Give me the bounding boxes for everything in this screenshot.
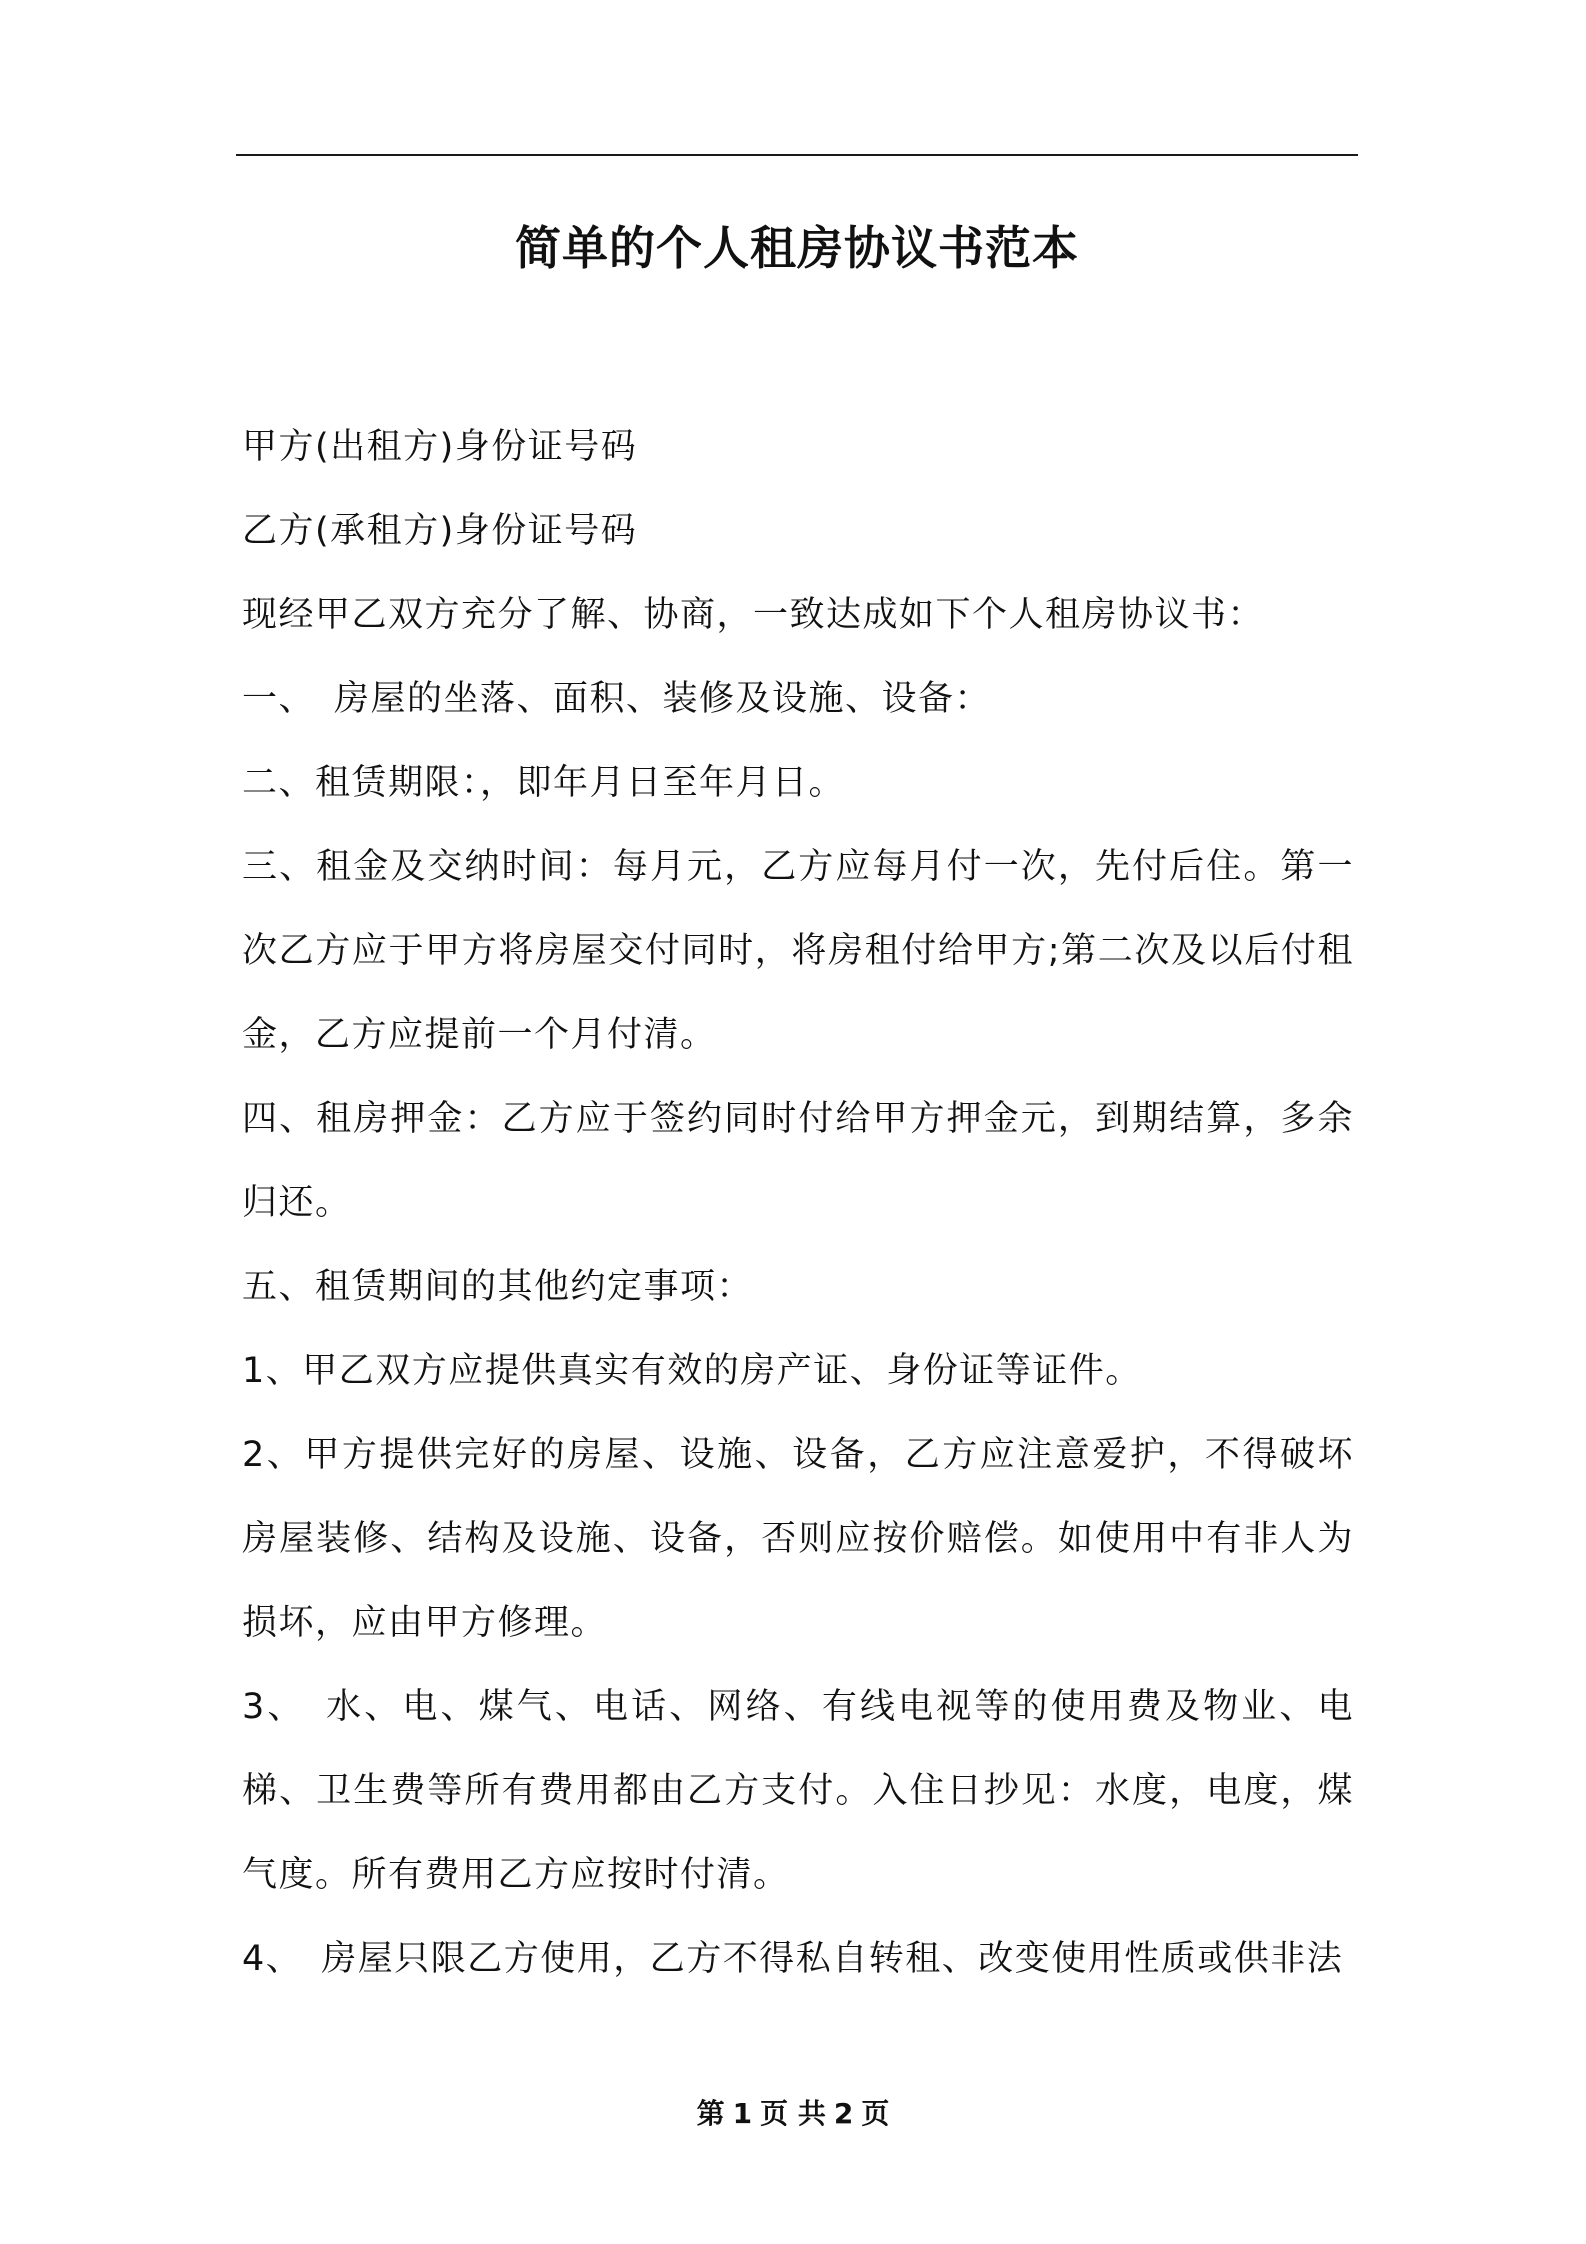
footer-middle: 页 共 (760, 2097, 826, 2130)
paragraph-item-4: 4、 房屋只限乙方使用，乙方不得私自转租、改变使用性质或供非法 (242, 1939, 1344, 1979)
footer-suffix: 页 (861, 2097, 890, 2130)
paragraph-clause-1: 一、 房屋的坐落、面积、装修及设施、设备： (242, 679, 992, 719)
paragraph-intro: 现经甲乙双方充分了解、协商，一致达成如下个人租房协议书： (242, 595, 1265, 635)
page-footer (0, 2094, 1586, 2134)
footer-total-pages: 2 (833, 2097, 854, 2130)
footer-current-page: 1 (732, 2097, 753, 2130)
paragraph-clause-3: 三、租金及交纳时间：每月元，乙方应每月付一次，先付后住。第一次乙方应于甲方将房屋交付同时，将房租付给甲方;第二次及以后付租金，乙方应提前一个月付清。 (242, 847, 1354, 1055)
footer-prefix: 第 (696, 2097, 725, 2130)
paragraph-party-a: 甲方(出租方)身份证号码 (242, 427, 638, 467)
paragraph-item-3: 3、 水、电、煤气、电话、网络、有线电视等的使用费及物业、电梯、卫生费等所有费用都由乙方支付。入住日抄见：水度，电度，煤气度。所有费用乙方应按时付清。 (242, 1687, 1354, 1895)
document-title: 简单的个人租房协议书范本 (515, 221, 1079, 275)
paragraph-item-1: 1、甲乙双方应提供真实有效的房产证、身份证等证件。 (242, 1351, 1142, 1391)
paragraph-clause-4: 四、租房押金：乙方应于签约同时付给甲方押金元，到期结算，多余归还。 (242, 1099, 1354, 1223)
paragraph-clause-5: 五、租赁期间的其他约定事项： (242, 1267, 754, 1307)
paragraph-clause-2: 二、租赁期限：，即年月日至年月日。 (242, 763, 846, 803)
paragraph-item-2: 2、甲方提供完好的房屋、设施、设备，乙方应注意爱护，不得破坏房屋装修、结构及设施、设备，否则应按价赔偿。如使用中有非人为损坏，应由甲方修理。 (242, 1435, 1354, 1643)
header-divider (236, 154, 1358, 156)
paragraph-party-b: 乙方(承租方)身份证号码 (242, 511, 638, 551)
document-body (242, 405, 1354, 2001)
